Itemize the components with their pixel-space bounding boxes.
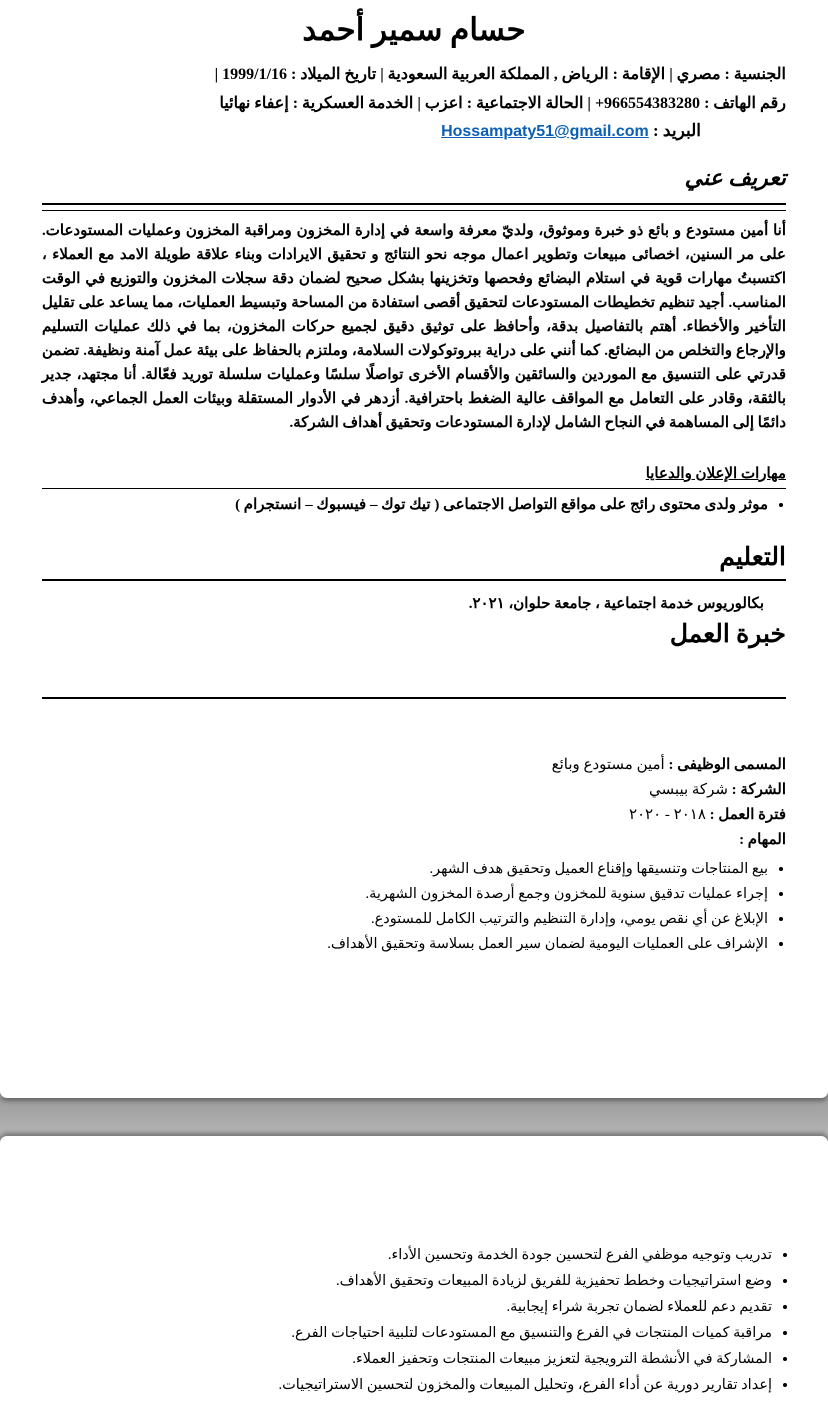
experience-section-title: خبرة العمل [669, 621, 786, 648]
divider [42, 203, 786, 205]
contact-line-phone: رقم الهاتف : ‪+966554383280‬ | الحالة الاجتماعية : اعزب | الخدمة العسكرية : إعفاء نهائيا [219, 95, 786, 112]
education-section-title: التعليم [719, 544, 786, 571]
email-link[interactable]: Hossampaty51@gmail.com [441, 123, 649, 140]
period-value: ٢٠١٨ - ٢٠٢٠ [628, 807, 706, 823]
skills-section-title: مهارات الإعلان والدعايا [645, 466, 786, 482]
task-item: • وضع استراتيجيات وخطط تحفيزية للفريق لزيادة المبيعات وتحقيق الأهداف. [42, 1268, 772, 1294]
task-item: • مراقبة كميات المنتجات في الفرع والتنسيق مع المستودعات لتلبية احتياجات الفرع. [42, 1320, 772, 1346]
task-item: • الإبلاغ عن أي نقص يومي، وإدارة التنظيم والترتيب الكامل للمستودع. [42, 907, 768, 932]
period-line [42, 803, 786, 828]
company-line [42, 778, 786, 803]
about-body: أنا أمين مستودع و بائع ذو خبرة وموثوق، ولديّ معرفة واسعة في إدارة المخزون ومراقبة المخزون وعمليات المستودعات. على مر السنين، اخصائى مبيعات وتطوير اعمال موجه نحو النتائج و تحقيق الايرادات وبناء علاقة طويلة الامد مع العملاء ، اكتسبتُ مهارات قوية في استلام البضائع وفحصها وتخزينها بشكل صحيح لضمان دقة سجلات المخزون والتوزيع في الوقت المناسب. أجيد تنظيم تخطيطات المستودعات لتحقيق أقصى استفادة من المساحة وتبسيط العمليات، مما يساعد على تقليل التأخير والأخطاء. أهتم بالتفاصيل بدقة، وأحافظ على توثيق دقيق لجميع حركات المخزون، بما في ذلك عمليات التسليم والإرجاع والتخلص من البضائع. كما أنني على دراية ببروتوكولات السلامة، وملتزم بالحفاظ على بيئة عمل آمنة ونظيفة. تضمن قدرتي على التنسيق مع الموردين والسائقين والأقسام الأخرى تواصلًا سلسًا وعمليات سلسلة توريد فعّالة. أنا مجتهد، جدير بالثقة، وقادر على التعامل مع المواقف عالية الضغط باحترافية. أزدهر في الأدوار المستقلة وبيئات العمل الجماعي، وأهدف دائمًا إلى المساهمة في النجاح الشامل لإدارة المستودعات وتحقيق أهداف الشركة. [42, 223, 786, 431]
period-label: فترة العمل : [709, 807, 786, 823]
tasks-label-line [42, 828, 786, 853]
job-block [42, 753, 786, 957]
divider [42, 488, 786, 489]
company-label: الشركة : [731, 782, 786, 798]
task-item: • الإشراف على العمليات اليومية لضمان سير العمل بسلاسة وتحقيق الأهداف. [42, 932, 768, 957]
tasks-list-page1 [42, 857, 786, 957]
email-line [42, 118, 786, 145]
job-title-label: المسمى الوظيفى : [668, 757, 786, 773]
divider [42, 579, 786, 581]
page-break-gap [0, 1098, 828, 1136]
email-label: البريد : [653, 121, 701, 140]
company-value: شركة بيبسي [649, 782, 728, 798]
task-item: • إعداد تقارير دورية عن أداء الفرع، وتحليل المبيعات والمخزون لتحسين الاستراتيجيات. [42, 1372, 772, 1398]
contact-line-nationality: الجنسية : مصري | الإقامة : الرياض , المملكة العربية السعودية | تاريخ الميلاد : 1999/1/16 | [214, 66, 786, 83]
divider [42, 210, 786, 211]
task-item: • المشاركة في الأنشطة الترويجية لتعزيز مبيعات المنتجات وتحفيز العملاء. [42, 1346, 772, 1372]
task-item: • بيع المنتاجات وتنسيقها وإقناع العميل وتحقيق هدف الشهر. [42, 857, 768, 882]
task-item: • تقديم دعم للعملاء لضمان تجربة شراء إيجابية. [42, 1294, 772, 1320]
job-title-line [42, 753, 786, 778]
task-item: • تدريب وتوجيه موظفي الفرع لتحسين جودة الخدمة وتحسين الأداء. [42, 1242, 772, 1268]
candidate-name: حسام سمير أحمد [302, 12, 526, 47]
tasks-label: المهام : [739, 832, 786, 848]
job-title-value: أمين مستودع وبائع [551, 757, 665, 773]
resume-page-2 [0, 1136, 828, 1416]
tasks-list-page2 [42, 1242, 790, 1398]
divider [42, 697, 786, 699]
skills-list [42, 493, 786, 518]
skill-item: • موثر ولدى محتوى رائج على مواقع التواصل الاجتماعى ( تيك توك – فيسبوك – انستجرام ) [42, 493, 768, 518]
task-item: • إجراء عمليات تدقيق سنوية للمخزون وجمع أرصدة المخزون الشهرية. [42, 882, 768, 907]
education-entry: بكالوريوس خدمة اجتماعية ، جامعة حلوان، ٢٠٢١. [468, 596, 764, 612]
about-section-title: تعريف عني [684, 165, 786, 190]
